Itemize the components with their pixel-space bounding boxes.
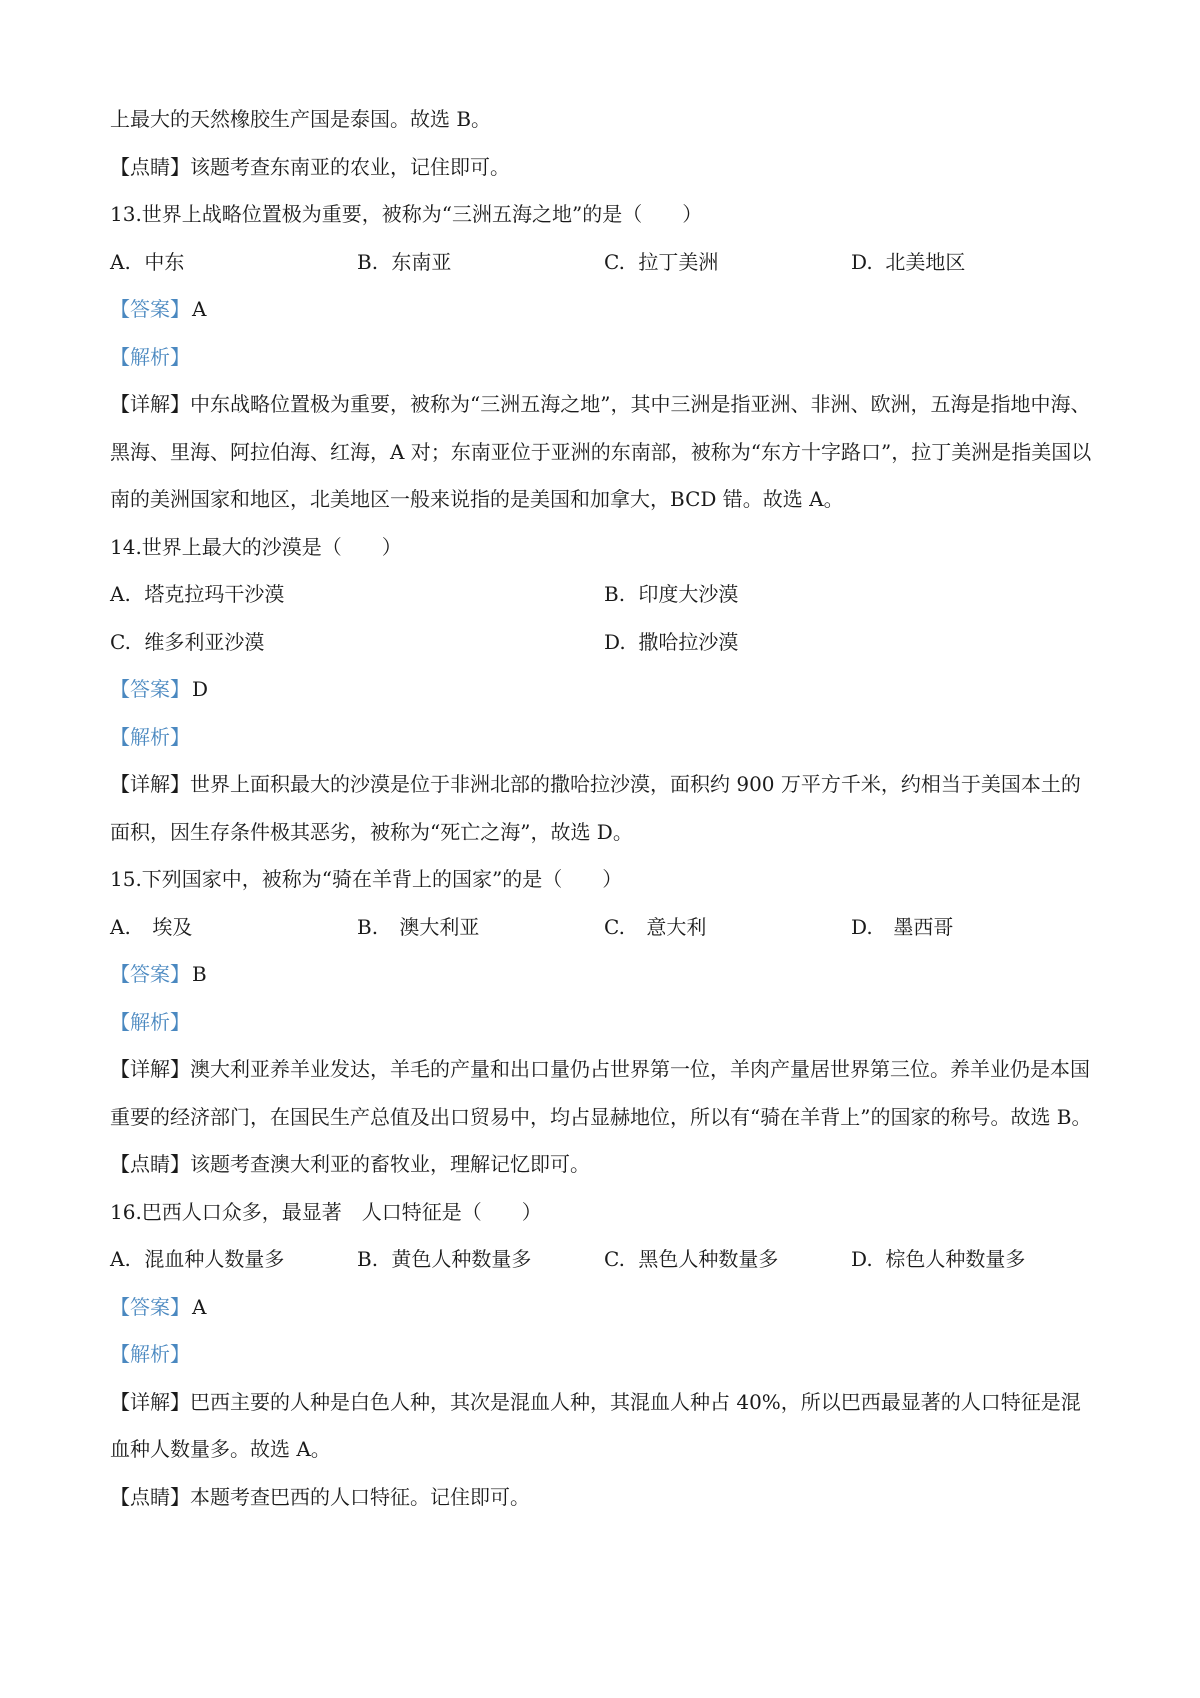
analysis-tag: 【解析】 [110,724,190,749]
answer-value: B [192,962,207,986]
answer-value: A [192,297,207,321]
analysis-tag: 【解析】 [110,1009,190,1034]
question-14-options-row1 [110,571,1100,619]
answer-tag: 【答案】 [110,297,190,321]
point-line: 【点睛】该题考查东南亚的农业，记住即可。 [110,154,510,179]
answer-tag: 【答案】 [110,1294,190,1319]
option-c: C. 拉丁美洲 [604,249,719,274]
option-d: D. 北美地区 [851,249,966,274]
analysis-tag: 【解析】 [110,344,190,369]
text-line: 上最大的天然橡胶生产国是泰国。故选 B。 [110,107,492,131]
question-13-options [110,239,1100,287]
question-13-stem: 13.世界上战略位置极为重要，被称为“三洲五海之地”的是（ ） [110,202,703,226]
answer-value: A [192,1294,207,1319]
detail-paragraph: 【详解】巴西主要的人种是白色人种，其次是混血人种，其混血人种占 40%，所以巴西最显著的人口特征是混血种人数量多。故选 A。 [110,1389,1081,1461]
answer-line [110,1284,1100,1332]
option-a: A. 混血种人数量多 [110,1247,285,1271]
question-15-options [110,904,1100,952]
detail-paragraph: 【详解】澳大利亚养羊业发达，羊毛的产量和出口量仍占世界第一位，羊肉产量居世界第三位。养羊业仍是本国重要的经济部门，在国民生产总值及出口贸易中，均占显赫地位，所以有“骑在羊背上”的国家的称号。故选 B。 [110,1057,1092,1129]
detail-paragraph: 【详解】世界上面积最大的沙漠是位于非洲北部的撒哈拉沙漠，面积约 900 万平方千米，约相当于美国本土的面积，因生存条件极其恶劣，被称为“死亡之海”，故选 D。 [110,772,1081,844]
answer-line [110,286,1100,334]
option-d: D. 墨西哥 [851,914,954,939]
option-c: C. 维多利亚沙漠 [110,629,265,654]
option-c: C. 黑色人种数量多 [604,1247,779,1271]
answer-line [110,666,1100,714]
option-b: B. 印度大沙漠 [604,582,739,606]
option-b: B. 东南亚 [357,249,452,274]
option-d: D. 棕色人种数量多 [851,1247,1026,1271]
option-b: B. 澳大利亚 [357,914,480,939]
point-line: 【点睛】该题考查澳大利亚的畜牧业，理解记忆即可。 [110,1152,590,1176]
option-a: A. 塔克拉玛干沙漠 [110,582,285,606]
question-15-stem: 15.下列国家中，被称为“骑在羊背上的国家”的是（ ） [110,867,623,891]
option-a: A. 埃及 [110,914,193,939]
question-14-stem: 14.世界上最大的沙漠是（ ） [110,534,402,559]
option-b: B. 黄色人种数量多 [357,1247,532,1271]
document-page [110,96,1100,1521]
answer-value: D [192,677,209,701]
answer-tag: 【答案】 [110,962,190,986]
option-c: C. 意大利 [604,914,707,939]
question-16-options [110,1236,1100,1284]
option-d: D. 撒哈拉沙漠 [604,629,739,654]
question-14-options-row2 [110,619,1100,667]
answer-line [110,951,1100,999]
option-a: A. 中东 [110,249,185,274]
detail-paragraph: 【详解】中东战略位置极为重要，被称为“三洲五海之地”，其中三洲是指亚洲、非洲、欧洲，五海是指地中海、黑海、里海、阿拉伯海、红海，A 对；东南亚位于亚洲的东南部，被称为“东方十字路口”，拉丁美洲是指美国以南的美洲国家和地区，北美地区一般来说指的是美国和加拿大，BCD 错。故选 A。 [110,392,1092,511]
point-line: 【点睛】本题考查巴西的人口特征。记住即可。 [110,1484,530,1509]
answer-tag: 【答案】 [110,677,190,701]
analysis-tag: 【解析】 [110,1342,190,1366]
question-16-stem: 16.巴西人口众多，最显著 人口特征是（ ） [110,1199,542,1224]
